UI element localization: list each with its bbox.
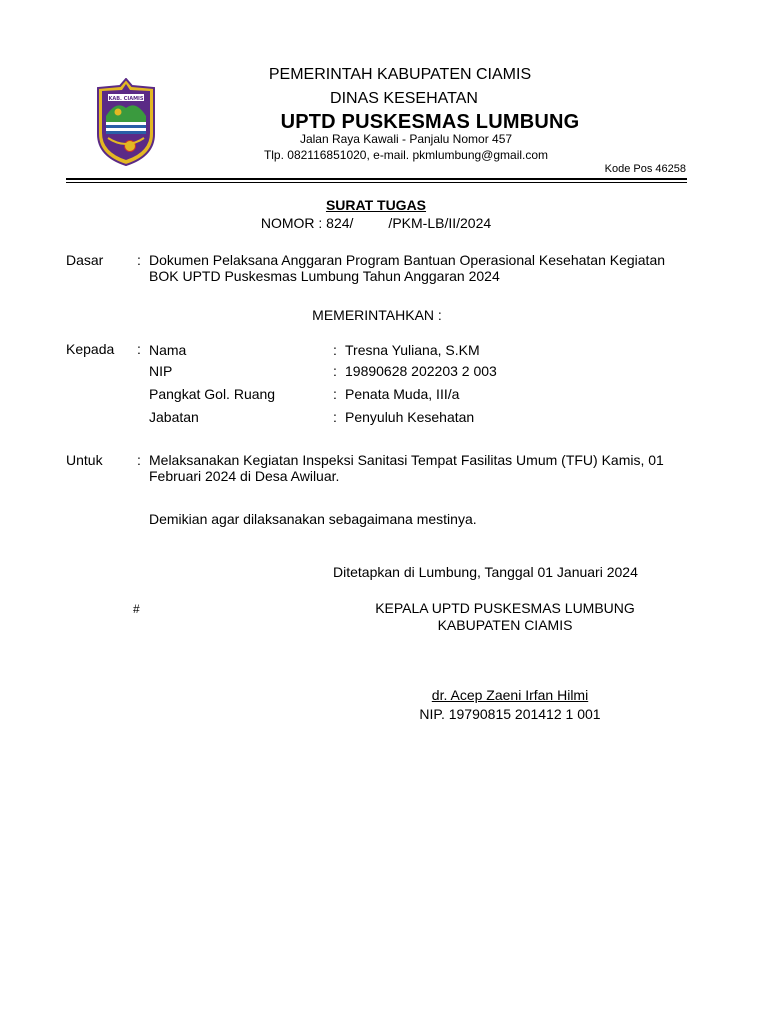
header-divider-thin bbox=[66, 182, 687, 183]
logo-banner-text: KAB. CIAMIS bbox=[108, 96, 144, 102]
memerintahkan-heading: MEMERINTAHKAN : bbox=[312, 307, 442, 323]
field-pangkat-colon: : bbox=[333, 386, 337, 402]
untuk-text-line1: Melaksanakan Kegiatan Inspeksi Sanitasi Tempat Fasilitas Umum (TFU) Kamis, 01 bbox=[149, 452, 664, 468]
untuk-label: Untuk bbox=[66, 452, 103, 468]
header-divider-thick bbox=[66, 178, 687, 180]
header-department: DINAS KESEHATAN bbox=[330, 90, 478, 107]
field-pangkat-label: Pangkat Gol. Ruang bbox=[149, 386, 276, 402]
header-contact: Tlp. 082116851020, e-mail. pkmlumbung@gmail.com bbox=[263, 148, 549, 162]
margin-mark: # bbox=[133, 602, 140, 616]
dasar-text-line2: BOK UPTD Puskesmas Lumbung Tahun Anggaran 2024 bbox=[149, 268, 500, 284]
header-office-name: UPTD PUSKESMAS LUMBUNG bbox=[280, 111, 580, 133]
untuk-text-line2: Februari 2024 di Desa Awiluar. bbox=[149, 468, 340, 484]
field-nip-label: NIP bbox=[149, 363, 173, 379]
place-and-date: Ditetapkan di Lumbung, Tanggal 01 Januari 2024 bbox=[333, 564, 638, 580]
dasar-text-line1: Dokumen Pelaksana Anggaran Program Bantuan Operasional Kesehatan Kegiatan bbox=[149, 252, 666, 268]
signatory-position-line1: KEPALA UPTD PUSKESMAS LUMBUNG bbox=[375, 600, 635, 616]
field-nip-value: 19890628 202203 2 003 bbox=[345, 363, 497, 379]
header-postal-code: Kode Pos 46258 bbox=[604, 163, 686, 175]
kepada-colon: : bbox=[137, 341, 141, 357]
field-jabatan-label: Jabatan bbox=[149, 409, 199, 425]
field-pangkat-value: Penata Muda, III/a bbox=[345, 386, 460, 402]
untuk-colon: : bbox=[137, 452, 141, 468]
field-nama-label: Nama bbox=[149, 342, 187, 358]
field-nama-colon: : bbox=[333, 342, 337, 358]
dasar-label: Dasar bbox=[66, 252, 104, 268]
signatory-position-line2: KABUPATEN CIAMIS bbox=[437, 617, 573, 633]
letter-number: NOMOR : 824/ /PKM-LB/II/2024 bbox=[260, 215, 492, 231]
signatory-nip: NIP. 19790815 201412 1 001 bbox=[419, 706, 601, 722]
field-jabatan-value: Penyuluh Kesehatan bbox=[345, 409, 475, 425]
kabupaten-ciamis-emblem-logo bbox=[94, 78, 158, 166]
field-jabatan-colon: : bbox=[333, 409, 337, 425]
letter-title: SURAT TUGAS bbox=[325, 197, 427, 213]
field-nama-value: Tresna Yuliana, S.KM bbox=[345, 342, 480, 358]
header-address: Jalan Raya Kawali - Panjalu Nomor 457 bbox=[299, 132, 513, 146]
header-government: PEMERINTAH KABUPATEN CIAMIS bbox=[268, 66, 532, 83]
closing-statement: Demikian agar dilaksanakan sebagaimana mestinya. bbox=[149, 511, 477, 527]
dasar-colon: : bbox=[137, 252, 141, 268]
signatory-name: dr. Acep Zaeni Irfan Hilmi bbox=[431, 687, 589, 703]
kepada-label: Kepada bbox=[66, 341, 115, 357]
field-nip-colon: : bbox=[333, 363, 337, 379]
